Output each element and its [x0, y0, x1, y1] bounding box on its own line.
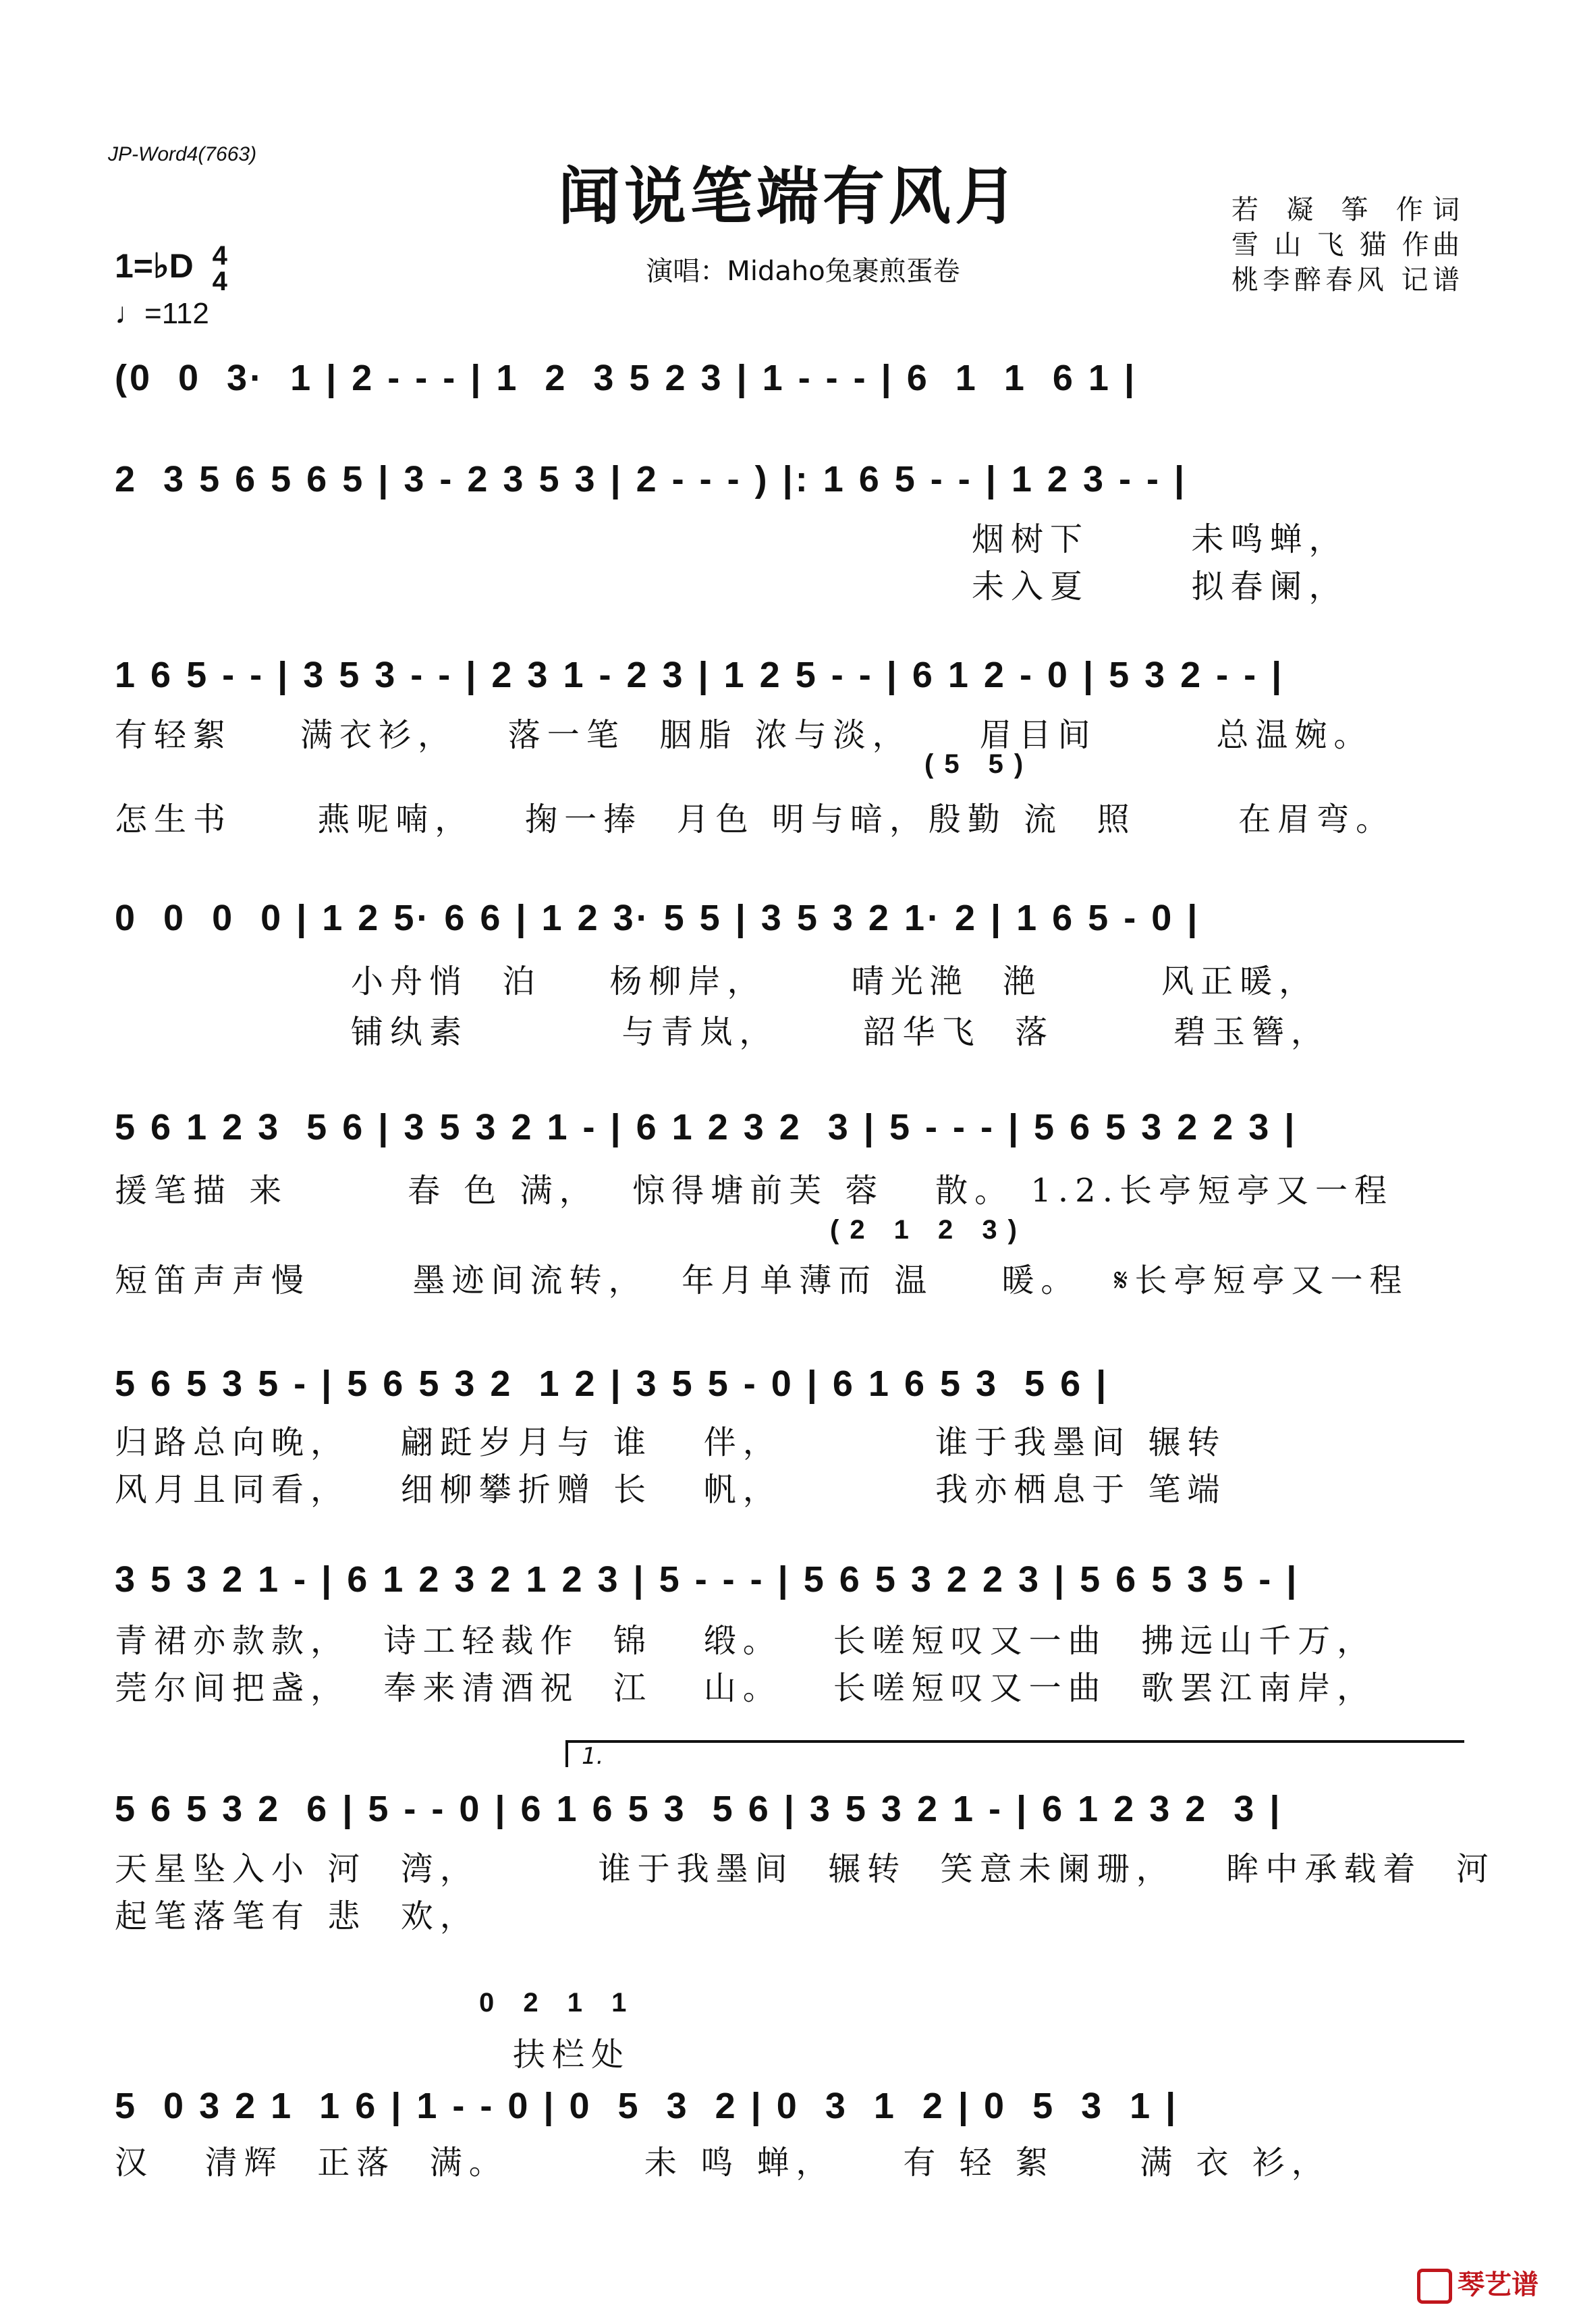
- logo-icon: [1417, 2269, 1452, 2304]
- lyric-line-7a: 青裙亦款款， 诗工轻裁作 锦 缎。 长嗟短叹又一曲 拂远山千万，: [115, 1622, 1377, 1660]
- score-line-7: [115, 1552, 1464, 1606]
- lyric-line-4a: 小舟悄 泊 杨柳岸， 晴光滟 滟 风正暖，: [351, 963, 1319, 1000]
- composer-credit: 雪 山 飞 猫 作曲: [1231, 229, 1461, 261]
- transcriber-credit: 桃李醉春风 记谱: [1231, 265, 1461, 296]
- ossia-lyric: 扶栏处: [513, 2036, 631, 2074]
- paren-notes-3: (5 5): [924, 749, 1034, 779]
- lyric-line-6b: 风月且同看， 细柳攀折赠 长 帆， 我亦栖息于 笔端: [115, 1471, 1227, 1509]
- notes-line-7: 3 5 3 2 1 - | 6 1 2 3 2 1 2 3 | 5 - - - | 5 6 5 3 2 2 3 | 5 6 5 3 5 - |: [115, 1559, 1300, 1600]
- lyric-line-3a: 有轻絮 满衣衫， 落一笔 胭脂 浓与淡， 眉目间 总温婉。: [115, 716, 1373, 754]
- notes-line-4: 0 0 0 0 | 1 2 5· 6 6 | 1 2 3· 5 5 | 3 5 3 2 1· 2 | 1 6 5 - 0 |: [115, 898, 1200, 938]
- time-signature: [213, 243, 227, 294]
- lyric-line-8a: 天星坠入小 河 湾， 谁于我墨间 辗转 笑意未阑珊， 眸中承载着 河: [115, 1850, 1495, 1888]
- score-line-4: [115, 891, 1464, 945]
- lyric-line-8b: 起笔落笔有 悲 欢，: [115, 1897, 479, 1935]
- notes-line-5: 5 6 1 2 3 5 6 | 3 5 3 2 1 - | 6 1 2 3 2 3 | 5 - - - | 5 6 5 3 2 2 3 |: [115, 1107, 1298, 1147]
- site-logo: [1417, 2263, 1539, 2304]
- volta-bracket-1: [565, 1740, 1464, 1770]
- credits-block: [1231, 192, 1461, 298]
- lyric-line-5a: 援笔描 来 春 色 满， 惊得塘前芙 蓉 散。 1.2.长亭短亭又一程: [115, 1172, 1393, 1210]
- lyric-line-7b: 莞尔间把盏， 奉来清酒祝 江 山。 长嗟短叹又一曲 歌罢江南岸，: [115, 1669, 1377, 1707]
- notes-line-1: (0 0 3· 1 | 2 - - - | 1 2 3 5 2 3 | 1 - - - | 6 1 1 6 1 |: [115, 358, 1138, 398]
- lyric-line-4b: 铺纨素 与青岚， 韶华飞 落 碧玉簪，: [351, 1013, 1330, 1051]
- song-title: 闻说笔端有风月: [557, 161, 1021, 233]
- tempo-mark: ♩=112: [115, 297, 209, 330]
- volta-label: 1.: [582, 1743, 604, 1770]
- notes-line-3: 1 6 5 - - | 3 5 3 - - | 2 3 1 - 2 3 | 1 2 5 - - | 6 1 2 - 0 | 5 3 2 - - |: [115, 655, 1285, 695]
- lyric-line-3b: 怎生书 燕呢喃， 掬一捧 月色 明与暗，殷勤 流 照 在眉弯。: [115, 801, 1395, 838]
- lyric-line-5b: 短笛声声慢 墨迹间流转， 年月单薄而 温 暖。 𝄋长亭短亭又一程: [115, 1262, 1409, 1299]
- watermark-text: JP-Word4(7663): [108, 143, 257, 165]
- notes-line-2: 2 3 5 6 5 6 5 | 3 - 2 3 5 3 | 2 - - - ) |: 1 6 5 - - | 1 2 3 - - |: [115, 459, 1188, 499]
- score-line-3: [115, 648, 1464, 702]
- logo-text: 琴艺谱: [1458, 2269, 1539, 2300]
- key-signature: [115, 243, 227, 294]
- ossia-notes: 0 2 1 1: [479, 1988, 638, 2018]
- notes-line-6: 5 6 5 3 5 - | 5 6 5 3 2 1 2 | 3 5 5 - 0 | 6 1 6 5 3 5 6 |: [115, 1363, 1109, 1404]
- score-line-1: [115, 351, 1464, 405]
- paren-notes-5: (2 1 2 3): [830, 1215, 1028, 1245]
- notes-line-9: 5 0 3 2 1 1 6 | 1 - - 0 | 0 5 3 2 | 0 3 1 2 | 0 5 3 1 |: [115, 2086, 1179, 2126]
- key-text: 1=♭D: [115, 247, 194, 286]
- lyric-line-2b: 未入夏 拟春阑，: [972, 568, 1348, 605]
- lyric-line-9a: 汉 清辉 正落 满。 未 鸣 蝉， 有 轻 絮 满 衣 衫，: [115, 2144, 1331, 2182]
- score-line-6: [115, 1357, 1464, 1411]
- score-line-8: [115, 1782, 1464, 1836]
- score-line-2: [115, 452, 1464, 506]
- lyricist-credit: 若 凝 筝 作词: [1231, 194, 1461, 225]
- score-line-9: [115, 2079, 1464, 2133]
- score-line-5: [115, 1100, 1464, 1154]
- lyric-line-6a: 归路总向晚， 翩跹岁月与 谁 伴， 谁于我墨间 辗转: [115, 1424, 1227, 1461]
- time-top: 4: [212, 241, 227, 271]
- singer-credit: 演唱：Midaho兔裹煎蛋卷: [646, 256, 960, 287]
- time-bottom: 4: [212, 267, 227, 296]
- lyric-line-2a: 烟树下 未鸣蝉，: [972, 520, 1348, 558]
- notes-line-8: 5 6 5 3 2 6 | 5 - - 0 | 6 1 6 5 3 5 6 | 3 5 3 2 1 - | 6 1 2 3 2 3 |: [115, 1789, 1283, 1829]
